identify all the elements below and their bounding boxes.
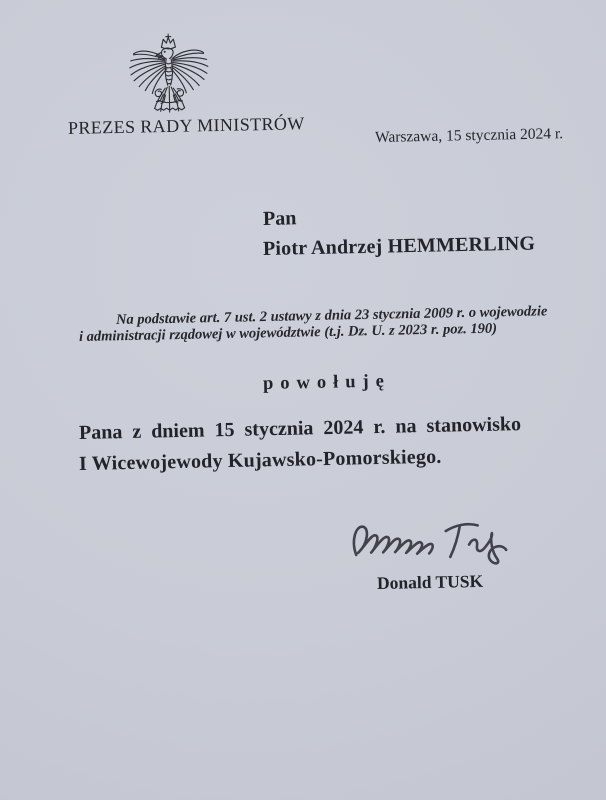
appointment-line-1: Pana z dniem 15 stycznia 2024 r. na stanowisko: [78, 413, 522, 444]
legal-basis-line-2: i administracji rządowej w województwie (t.j. Dz. U. z 2023 r. poz. 190): [78, 320, 498, 345]
handwritten-signature-icon: [348, 515, 531, 569]
performative-verb: powołuję: [262, 371, 392, 394]
appointment-line-2: I Wicewojewody Kujawsko-Pomorskiego.: [78, 445, 442, 475]
recipient-salutation: Pan: [262, 207, 297, 230]
office-title: PREZES RADY MINISTRÓW: [67, 113, 305, 138]
signatory-name: Donald TUSK: [376, 570, 484, 593]
polish-eagle-coat-of-arms-icon: [124, 31, 214, 121]
place-date-line: Warszawa, 15 stycznia 2024 r.: [374, 125, 564, 146]
legal-basis-line-1: Na podstawie art. 7 ust. 2 ustawy z dnia 23 stycznia 2009 r. o wojewodzie: [115, 303, 548, 328]
recipient-name: Piotr Andrzej HEMMERLING: [262, 232, 536, 260]
